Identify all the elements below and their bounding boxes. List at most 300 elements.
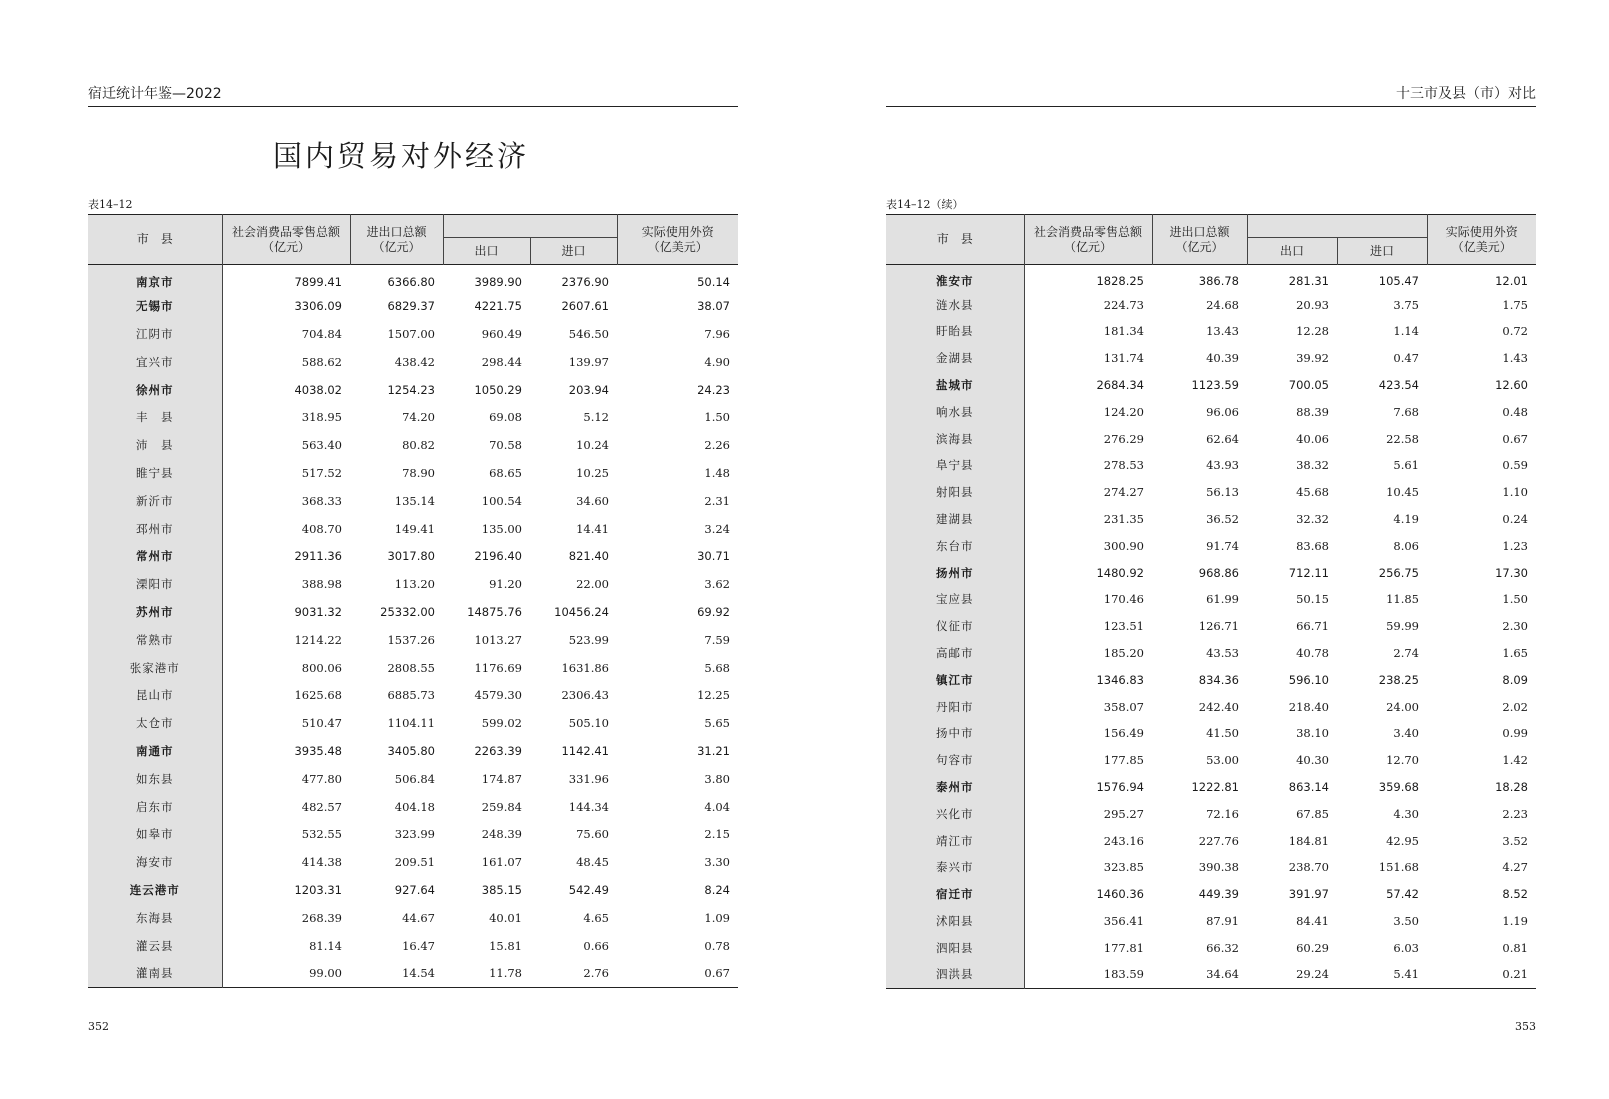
table-row: [88, 459, 738, 487]
table-row: [88, 654, 738, 682]
imports-value: 42.95: [1386, 833, 1419, 848]
table-row: [886, 291, 1536, 318]
header-fdi-unit: （亿美元）: [1451, 239, 1512, 254]
header-fdi: [617, 215, 738, 265]
table-row: [88, 598, 738, 626]
region-name: 宝应县: [886, 586, 1024, 613]
retail-value: 2911.36: [294, 549, 342, 564]
trade-value: 96.06: [1206, 404, 1239, 419]
retail-value: 1460.36: [1096, 887, 1144, 902]
retail-value: 1214.22: [294, 632, 342, 647]
imports-value: 5.41: [1393, 967, 1419, 982]
fdi-value: 8.09: [1502, 672, 1528, 687]
region-name: 高邮市: [886, 640, 1024, 667]
fdi-value: 0.67: [704, 966, 730, 981]
header-region: 市 县: [88, 215, 222, 265]
imports-value: 1631.86: [561, 660, 609, 675]
trade-value: 2808.55: [387, 660, 435, 675]
exports-value: 184.81: [1288, 833, 1329, 848]
table-row: [886, 372, 1536, 399]
region-name: 溧阳市: [88, 570, 222, 598]
fdi-value: 12.60: [1495, 378, 1528, 393]
exports-value: 1176.69: [474, 660, 522, 675]
header-exports: 出口: [443, 238, 530, 265]
imports-value: 6.03: [1393, 940, 1419, 955]
retail-value: 99.00: [309, 966, 342, 981]
imports-value: 1142.41: [561, 743, 609, 758]
imports-value: 22.58: [1386, 431, 1419, 446]
stats-table-right: [886, 214, 1536, 989]
retail-value: 185.20: [1103, 646, 1144, 661]
table-row: [88, 265, 738, 293]
exports-value: 1013.27: [474, 632, 522, 647]
exports-value: 91.20: [489, 577, 522, 592]
table-row: [88, 681, 738, 709]
region-name: 阜宁县: [886, 452, 1024, 479]
imports-value: 57.42: [1386, 887, 1419, 902]
trade-value: 24.68: [1206, 297, 1239, 312]
fdi-value: 38.07: [697, 299, 730, 314]
fdi-value: 1.10: [1502, 485, 1528, 500]
retail-value: 2684.34: [1096, 378, 1144, 393]
region-name: 靖江市: [886, 827, 1024, 854]
exports-value: 32.32: [1296, 512, 1329, 527]
region-name: 扬州市: [886, 559, 1024, 586]
trade-value: 74.20: [402, 410, 435, 425]
exports-value: 11.78: [489, 966, 522, 981]
right-page: [886, 0, 1536, 1099]
exports-value: 700.05: [1288, 378, 1329, 393]
table-row: [886, 398, 1536, 425]
region-name: 宜兴市: [88, 348, 222, 376]
region-name: 如皋市: [88, 820, 222, 848]
retail-value: 3935.48: [294, 743, 342, 758]
trade-value: 390.38: [1198, 860, 1239, 875]
retail-value: 9031.32: [294, 604, 342, 619]
imports-value: 22.00: [576, 577, 609, 592]
region-name: 扬中市: [886, 720, 1024, 747]
table-row: [886, 666, 1536, 693]
table-row: [886, 425, 1536, 452]
running-head-left: [88, 84, 738, 107]
imports-value: 238.25: [1378, 672, 1419, 687]
fdi-value: 4.04: [704, 799, 730, 814]
fdi-value: 18.28: [1495, 780, 1528, 795]
header-trade-breakdown: [443, 215, 617, 238]
trade-value: 323.99: [394, 827, 435, 842]
imports-value: 546.50: [568, 326, 609, 341]
fdi-value: 1.23: [1502, 538, 1528, 553]
retail-value: 704.84: [301, 326, 342, 341]
stats-table-left: [88, 214, 738, 988]
trade-value: 66.32: [1206, 940, 1239, 955]
table-label-left: 表14–12: [88, 198, 133, 211]
header-trade-unit: （亿元）: [372, 239, 421, 254]
table-row: [88, 793, 738, 821]
exports-value: 70.58: [489, 438, 522, 453]
retail-value: 123.51: [1103, 619, 1144, 634]
exports-value: 2196.40: [474, 549, 522, 564]
header-exports: 出口: [1247, 238, 1337, 265]
trade-value: 40.39: [1206, 351, 1239, 366]
trade-value: 449.39: [1198, 887, 1239, 902]
imports-value: 3.40: [1393, 726, 1419, 741]
header-retail: [222, 215, 350, 265]
section-title: 国内贸易对外经济: [273, 139, 530, 173]
imports-value: 34.60: [576, 493, 609, 508]
imports-value: 2306.43: [561, 688, 609, 703]
fdi-value: 17.30: [1495, 565, 1528, 580]
trade-value: 1104.11: [387, 716, 435, 731]
trade-value: 227.76: [1198, 833, 1239, 848]
imports-value: 12.70: [1386, 753, 1419, 768]
header-retail-label: 社会消费品零售总额: [1033, 224, 1142, 239]
fdi-value: 4.27: [1502, 860, 1528, 875]
fdi-value: 0.59: [1502, 458, 1528, 473]
table-row: [88, 904, 738, 932]
trade-value: 25332.00: [380, 604, 435, 619]
header-retail-unit: （亿元）: [1063, 239, 1112, 254]
exports-value: 68.65: [489, 465, 522, 480]
fdi-value: 1.19: [1502, 914, 1528, 929]
fdi-value: 1.75: [1502, 297, 1528, 312]
table-row: [88, 515, 738, 543]
table-row: [886, 640, 1536, 667]
imports-value: 542.49: [568, 882, 609, 897]
imports-value: 1.14: [1393, 324, 1419, 339]
region-name: 南通市: [88, 737, 222, 765]
region-name: 滨海县: [886, 425, 1024, 452]
fdi-value: 1.65: [1502, 646, 1528, 661]
trade-value: 1254.23: [387, 382, 435, 397]
region-name: 镇江市: [886, 666, 1024, 693]
trade-value: 209.51: [394, 855, 435, 870]
trade-value: 149.41: [394, 521, 435, 536]
retail-value: 131.74: [1103, 351, 1144, 366]
imports-value: 4.65: [583, 910, 609, 925]
exports-value: 3989.90: [474, 274, 522, 289]
header-retail-unit: （亿元）: [261, 239, 310, 254]
imports-value: 14.41: [576, 521, 609, 536]
table-row: [886, 720, 1536, 747]
imports-value: 48.45: [576, 855, 609, 870]
exports-value: 2263.39: [474, 743, 522, 758]
region-name: 新沂市: [88, 487, 222, 515]
imports-value: 10.24: [576, 438, 609, 453]
region-name: 泰州市: [886, 774, 1024, 801]
exports-value: 14875.76: [467, 604, 522, 619]
trade-value: 14.54: [402, 966, 435, 981]
exports-value: 218.40: [1288, 699, 1329, 714]
region-name: 灌南县: [88, 959, 222, 987]
trade-value: 43.53: [1206, 646, 1239, 661]
header-fdi-unit: （亿美元）: [647, 239, 708, 254]
retail-value: 278.53: [1103, 458, 1144, 473]
fdi-value: 69.92: [697, 604, 730, 619]
retail-value: 356.41: [1103, 914, 1144, 929]
retail-value: 1576.94: [1096, 780, 1144, 795]
region-name: 沭阳县: [886, 908, 1024, 935]
region-name: 沛 县: [88, 431, 222, 459]
fdi-value: 2.26: [704, 438, 730, 453]
region-name: 邳州市: [88, 515, 222, 543]
imports-value: 5.12: [583, 410, 609, 425]
fdi-value: 12.25: [697, 688, 730, 703]
region-name: 徐州市: [88, 376, 222, 404]
retail-value: 4038.02: [294, 382, 342, 397]
fdi-value: 50.14: [697, 274, 730, 289]
table-header-left: [88, 215, 738, 265]
imports-value: 139.97: [568, 354, 609, 369]
trade-value: 1222.81: [1191, 780, 1239, 795]
table-row: [886, 961, 1536, 988]
header-fdi: [1427, 215, 1536, 265]
chapter-title: 十三市及县（市）对比: [1396, 86, 1536, 102]
region-name: 兴化市: [886, 800, 1024, 827]
region-name: 东海县: [88, 904, 222, 932]
table-row: [88, 376, 738, 404]
exports-value: 100.54: [481, 493, 522, 508]
table-row: [886, 265, 1536, 292]
trade-value: 113.20: [394, 577, 435, 592]
fdi-value: 2.02: [1502, 699, 1528, 714]
fdi-value: 2.23: [1502, 806, 1528, 821]
retail-value: 7899.41: [294, 274, 342, 289]
fdi-value: 0.99: [1502, 726, 1528, 741]
region-name: 射阳县: [886, 479, 1024, 506]
exports-value: 15.81: [489, 938, 522, 953]
fdi-value: 5.68: [704, 660, 730, 675]
region-name: 启东市: [88, 793, 222, 821]
imports-value: 75.60: [576, 827, 609, 842]
imports-value: 3.75: [1393, 297, 1419, 312]
exports-value: 84.41: [1296, 914, 1329, 929]
retail-value: 177.81: [1103, 940, 1144, 955]
exports-value: 29.24: [1296, 967, 1329, 982]
trade-value: 72.16: [1206, 806, 1239, 821]
retail-value: 231.35: [1103, 512, 1144, 527]
fdi-value: 3.80: [704, 771, 730, 786]
header-retail: [1024, 215, 1152, 265]
retail-value: 1625.68: [294, 688, 342, 703]
exports-value: 238.70: [1288, 860, 1329, 875]
table-label-right: 表14–12（续）: [886, 198, 964, 211]
table-row: [88, 403, 738, 431]
region-name: 连云港市: [88, 876, 222, 904]
retail-value: 1346.83: [1096, 672, 1144, 687]
retail-value: 510.47: [301, 716, 342, 731]
imports-value: 2.74: [1393, 646, 1419, 661]
region-name: 盐城市: [886, 372, 1024, 399]
table-body-left: [88, 265, 738, 988]
fdi-value: 8.52: [1502, 887, 1528, 902]
retail-value: 183.59: [1103, 967, 1144, 982]
table-row: [886, 934, 1536, 961]
region-name: 建湖县: [886, 506, 1024, 533]
imports-value: 2607.61: [561, 299, 609, 314]
imports-value: 8.06: [1393, 538, 1419, 553]
region-name: 海安市: [88, 848, 222, 876]
table-row: [88, 431, 738, 459]
retail-value: 318.95: [301, 410, 342, 425]
exports-value: 960.49: [481, 326, 522, 341]
region-name: 如东县: [88, 765, 222, 793]
fdi-value: 3.30: [704, 855, 730, 870]
exports-value: 40.78: [1296, 646, 1329, 661]
imports-value: 5.61: [1393, 458, 1419, 473]
retail-value: 323.85: [1103, 860, 1144, 875]
fdi-value: 0.81: [1502, 940, 1528, 955]
fdi-value: 2.15: [704, 827, 730, 842]
fdi-value: 2.30: [1502, 619, 1528, 634]
retail-value: 368.33: [301, 493, 342, 508]
region-name: 无锡市: [88, 292, 222, 320]
trade-value: 1537.26: [387, 632, 435, 647]
page-number-left: 352: [88, 1020, 109, 1033]
trade-value: 43.93: [1206, 458, 1239, 473]
header-fdi-label: 实际使用外资: [641, 224, 714, 239]
trade-value: 87.91: [1206, 914, 1239, 929]
imports-value: 505.10: [568, 716, 609, 731]
region-name: 太仓市: [88, 709, 222, 737]
retail-value: 532.55: [301, 827, 342, 842]
region-name: 泗洪县: [886, 961, 1024, 988]
retail-value: 81.14: [309, 938, 342, 953]
exports-value: 161.07: [481, 855, 522, 870]
exports-value: 50.15: [1296, 592, 1329, 607]
exports-value: 88.39: [1296, 404, 1329, 419]
region-name: 南京市: [88, 265, 222, 293]
region-name: 常熟市: [88, 626, 222, 654]
fdi-value: 1.42: [1502, 753, 1528, 768]
retail-value: 588.62: [301, 354, 342, 369]
exports-value: 38.32: [1296, 458, 1329, 473]
retail-value: 800.06: [301, 660, 342, 675]
exports-value: 45.68: [1296, 485, 1329, 500]
table-row: [886, 318, 1536, 345]
header-imports: 进口: [1337, 238, 1427, 265]
table-row: [88, 348, 738, 376]
imports-value: 105.47: [1378, 274, 1419, 289]
trade-value: 135.14: [394, 493, 435, 508]
imports-value: 10.45: [1386, 485, 1419, 500]
fdi-value: 7.96: [704, 326, 730, 341]
retail-value: 517.52: [301, 465, 342, 480]
table-row: [886, 452, 1536, 479]
retail-value: 408.70: [301, 521, 342, 536]
exports-value: 863.14: [1288, 780, 1329, 795]
trade-value: 6366.80: [387, 274, 435, 289]
header-trade: [1152, 215, 1247, 265]
trade-value: 3405.80: [387, 743, 435, 758]
table-row: [88, 626, 738, 654]
trade-value: 404.18: [394, 799, 435, 814]
region-name: 张家港市: [88, 654, 222, 682]
fdi-value: 1.50: [1502, 592, 1528, 607]
imports-value: 11.85: [1386, 592, 1419, 607]
retail-value: 276.29: [1103, 431, 1144, 446]
exports-value: 83.68: [1296, 538, 1329, 553]
imports-value: 4.30: [1393, 806, 1419, 821]
table-row: [88, 709, 738, 737]
trade-value: 36.52: [1206, 512, 1239, 527]
header-retail-label: 社会消费品零售总额: [231, 224, 340, 239]
fdi-value: 4.90: [704, 354, 730, 369]
retail-value: 170.46: [1103, 592, 1144, 607]
trade-value: 62.64: [1206, 431, 1239, 446]
fdi-value: 5.65: [704, 716, 730, 731]
region-name: 盱眙县: [886, 318, 1024, 345]
imports-value: 59.99: [1386, 619, 1419, 634]
table-row: [886, 506, 1536, 533]
fdi-value: 2.31: [704, 493, 730, 508]
retail-value: 3306.09: [294, 299, 342, 314]
header-fdi-label: 实际使用外资: [1445, 224, 1518, 239]
table-row: [886, 908, 1536, 935]
retail-value: 181.34: [1103, 324, 1144, 339]
page-number-right: 353: [1515, 1020, 1536, 1033]
table-row: [886, 586, 1536, 613]
exports-value: 174.87: [481, 771, 522, 786]
table-header-right: [886, 215, 1536, 265]
book-title: 宿迁统计年鉴—2022: [88, 86, 222, 102]
trade-value: 3017.80: [387, 549, 435, 564]
trade-value: 126.71: [1198, 619, 1239, 634]
fdi-value: 8.24: [704, 882, 730, 897]
header-trade-unit: （亿元）: [1175, 239, 1224, 254]
running-head-right: [886, 84, 1536, 107]
imports-value: 10.25: [576, 465, 609, 480]
header-trade-breakdown: [1247, 215, 1427, 238]
fdi-value: 12.01: [1495, 274, 1528, 289]
trade-value: 6829.37: [387, 299, 435, 314]
trade-value: 34.64: [1206, 967, 1239, 982]
table-row: [88, 570, 738, 598]
fdi-value: 1.50: [704, 410, 730, 425]
table-row: [88, 487, 738, 515]
trade-value: 56.13: [1206, 485, 1239, 500]
exports-value: 39.92: [1296, 351, 1329, 366]
imports-value: 203.94: [568, 382, 609, 397]
region-name: 昆山市: [88, 681, 222, 709]
trade-value: 41.50: [1206, 726, 1239, 741]
retail-value: 243.16: [1103, 833, 1144, 848]
table-row: [886, 827, 1536, 854]
trade-value: 44.67: [402, 910, 435, 925]
table-row: [886, 881, 1536, 908]
retail-value: 358.07: [1103, 699, 1144, 714]
exports-value: 12.28: [1296, 324, 1329, 339]
table-row: [886, 747, 1536, 774]
fdi-value: 0.78: [704, 938, 730, 953]
retail-value: 224.73: [1103, 297, 1144, 312]
retail-value: 1828.25: [1096, 274, 1144, 289]
fdi-value: 0.67: [1502, 431, 1528, 446]
table-row: [88, 876, 738, 904]
trade-value: 927.64: [394, 882, 435, 897]
exports-value: 66.71: [1296, 619, 1329, 634]
retail-value: 295.27: [1103, 806, 1144, 821]
trade-value: 968.86: [1198, 565, 1239, 580]
trade-value: 13.43: [1206, 324, 1239, 339]
trade-value: 78.90: [402, 465, 435, 480]
region-name: 金湖县: [886, 345, 1024, 372]
header-imports: 进口: [530, 238, 617, 265]
exports-value: 712.11: [1288, 565, 1329, 580]
exports-value: 391.97: [1288, 887, 1329, 902]
imports-value: 331.96: [568, 771, 609, 786]
exports-value: 40.01: [489, 910, 522, 925]
